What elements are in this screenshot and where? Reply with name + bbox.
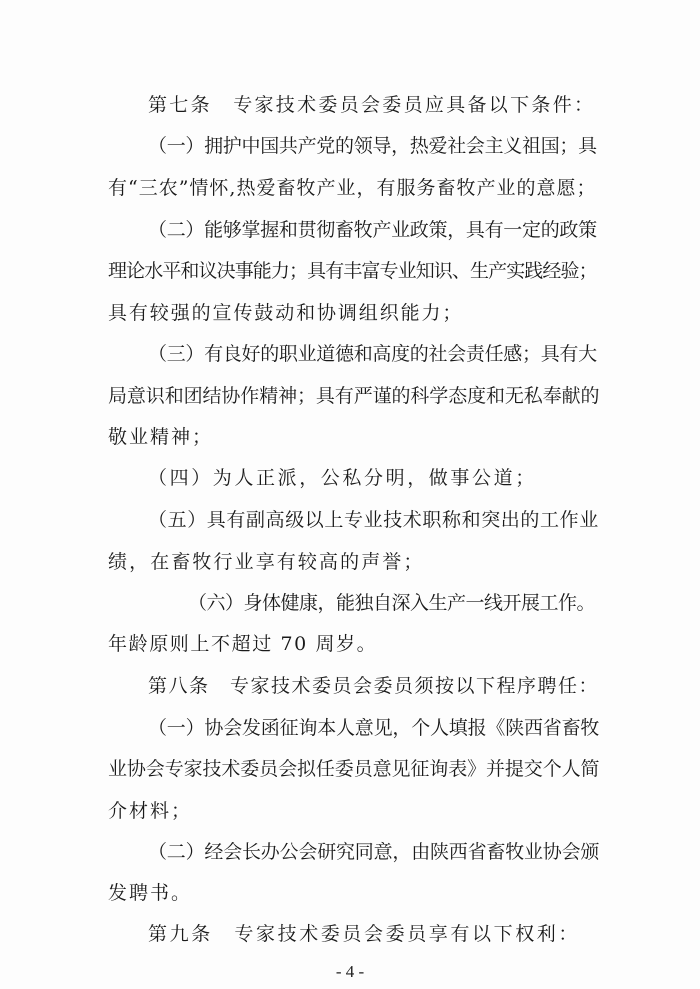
paragraph-line: 具有较强的宣传鼓动和协调组织能力； (108, 302, 464, 324)
paragraph-line: 有“三农”情怀,热爱畜牧产业，有服务畜牧产业的意愿； (108, 177, 597, 199)
paragraph-line: 局意识和团结协作精神；具有严谨的科学态度和无私奉献的 (108, 385, 600, 407)
paragraph-line: 年龄原则上不超过 70 周岁。 (108, 633, 378, 655)
article-7-heading: 第七条 专家技术委员会委员应具备以下条件： (148, 94, 596, 116)
paragraph-line: （四）为人正派，公私分明，做事公道； (148, 467, 537, 489)
paragraph-line: 理论水平和议决事能力；具有丰富专业知识、生产实践经验； (108, 260, 597, 282)
paragraph-line: （二）经会长办公会研究同意，由陕西省畜牧业协会颁 (148, 841, 600, 863)
article-9-heading: 第九条 专家技术委员会委员享有以下权利： (148, 923, 581, 945)
paragraph-line: 敬业精神； (108, 426, 214, 448)
article-8-heading: 第八条 专家技术委员会委员须按以下程序聘任： (148, 675, 600, 697)
paragraph-line: 绩，在畜牧行业享有较高的声誉； (108, 551, 425, 573)
paragraph-line: 介材料； (108, 800, 193, 822)
paragraph-line: （三）有良好的职业道德和高度的社会责任感；具有大 (148, 343, 597, 365)
paragraph-line: 业协会专家技术委员会拟任委员意见征询表》并提交个人简 (108, 758, 600, 780)
paragraph-line: （五）具有副高级以上专业技术职称和突出的工作业 (148, 509, 599, 531)
paragraph-line: （六）身体健康，能独自深入生产一线开展工作。 (188, 592, 596, 614)
paragraph-line: 发聘书。 (108, 882, 193, 904)
paragraph-line: （一）拥护中国共产党的领导，热爱社会主义祖国；具 (148, 135, 597, 157)
paragraph-line: （一）协会发函征询本人意见，个人填报《陕西省畜牧 (148, 717, 600, 739)
paragraph-line: （二）能够掌握和贯彻畜牧产业政策，具有一定的政策 (148, 219, 597, 241)
page-number: - 4 - (335, 962, 365, 981)
